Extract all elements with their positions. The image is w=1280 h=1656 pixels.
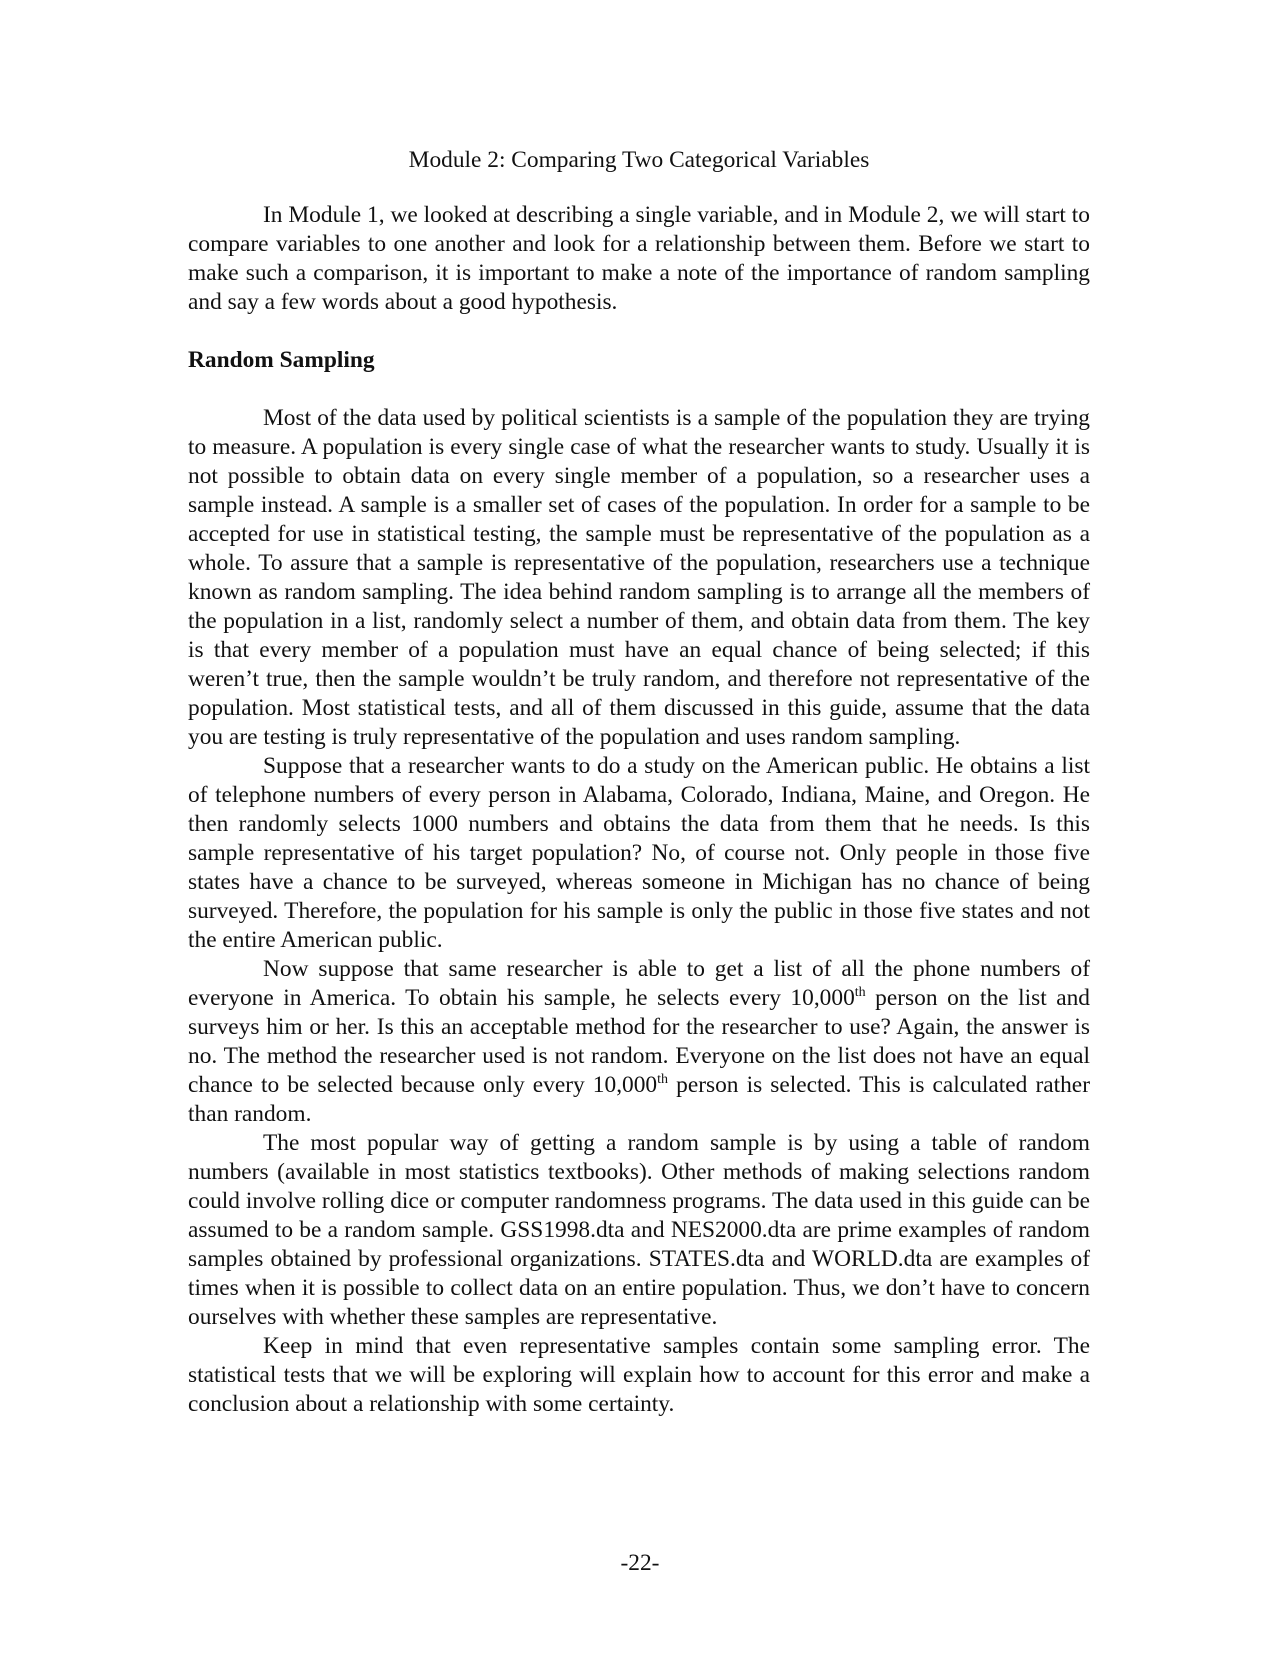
paragraph-population-sample: Most of the data used by political scientists is a sample of the population they are trying to measure. A population is every single case of what the researcher wants to study. Usually it is not possible to obtain data on every single member of a population, so a researcher uses a sample instead. A sample is a smaller set of cases of the population. In order for a sample to be accepted for use in statistical testing, the sample must be representative of the population as a whole. To assure that a sample is representative of the population, researchers use a technique known as random sampling. The idea behind random sampling is to arrange all the members of the population in a list, randomly select a number of them, and obtain data from them. The key is that every member of a population must have an equal chance of being selected; if this weren’t true, then the sample wouldn’t be truly random, and therefore not representative of the population. Most statistical tests, and all of them discussed in this guide, assume that the data you are testing is truly representative of the population and uses random sampling.: [188, 405, 1090, 750]
text-segment: Now suppose that same researcher is able to get a list of all the phone numbers of everyone in America. To obtain his sample, he selects every 10,000: [188, 956, 1090, 1011]
paragraph-random-number-table: The most popular way of getting a random sample is by using a table of random numbers (available in most statistics textbooks). Other methods of making selections random could involve rolling dice or computer randomness programs. The data used in this guide can be assumed to be a random sample. GSS1998.dta and NES2000.dta are prime examples of random samples obtained by professional organizations. STATES.dta and WORLD.dta are examples of times when it is possible to collect data on an entire population. Thus, we don’t have to concern ourselves with whether these samples are representative.: [188, 1130, 1090, 1330]
page-number: -22-: [620, 1550, 660, 1576]
paragraph-telephone-example: Suppose that a researcher wants to do a study on the American public. He obtains a list of telephone numbers of every person in Alabama, Colorado, Indiana, Maine, and Oregon. He then randomly selects 1000 numbers and obtains the data from them that he needs. Is this sample representative of his target population? No, of course not. Only people in those five states have a chance to be surveyed, whereas someone in Michigan has no chance of being surveyed. Therefore, the population for his sample is only the public in those five states and not the entire American public.: [188, 753, 1090, 953]
page-title: Module 2: Comparing Two Categorical Variables: [408, 147, 870, 173]
superscript-ordinal: th: [854, 985, 866, 1000]
section-heading-random-sampling: Random Sampling: [188, 347, 375, 373]
text-segment: person on the list and surveys him or her. Is this an acceptable method for the researcher to use? Again, the answer is no. The method the researcher used is not random. Everyone on the list does not have an equal chance to be selected because only every 10,000: [188, 985, 1090, 1098]
page-content: [188, 146, 1090, 1419]
paragraph-sampling-error: Keep in mind that even representative samples contain some sampling error. The statistical tests that we will be exploring will explain how to account for this error and make a conclusion about a relationship with some certainty.: [188, 1333, 1090, 1417]
text-segment: person is selected. This is calculated rather than random.: [188, 1072, 1090, 1127]
paragraph-every-10000th-example: [188, 955, 1090, 1129]
intro-paragraph: In Module 1, we looked at describing a single variable, and in Module 2, we will start to compare variables to one another and look for a relationship between them. Before we start to make such a comparison, it is important to make a note of the importance of random sampling and say a few words about a good hypothesis.: [188, 202, 1090, 315]
superscript-ordinal: th: [657, 1072, 669, 1087]
